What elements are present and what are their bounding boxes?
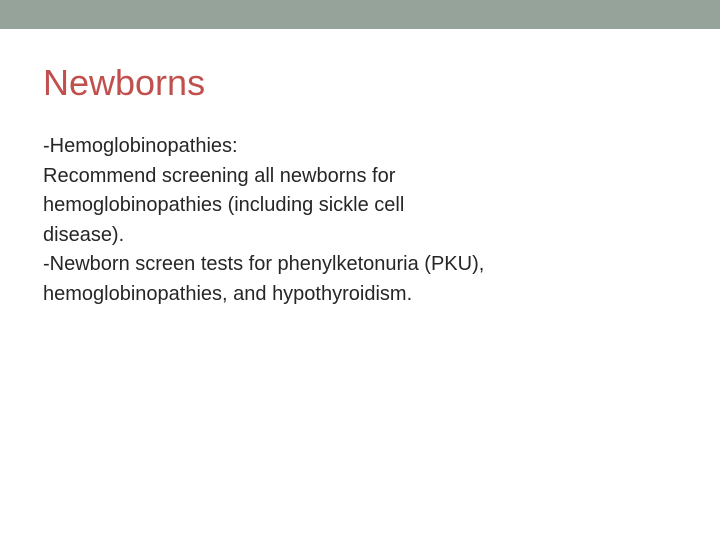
body-line-hypothyroidism: hemoglobinopathies, and hypothyroidism. [43, 282, 413, 305]
slide-title: Newborns [43, 62, 206, 103]
body-line-hemoglobinopathies-heading: -Hemoglobinopathies: [43, 135, 238, 157]
body-line-newborn-screen-tests: -Newborn screen tests for phenylketonuria (PKU), [43, 253, 485, 275]
top-accent-bar [0, 0, 720, 29]
slide-body [43, 132, 703, 309]
body-line-recommend-screening: Recommend screening all newborns for [43, 164, 396, 187]
body-line-hemoglobinopathies-including: hemoglobinopathies (including sickle cell [43, 194, 405, 216]
body-line-disease: disease). [43, 223, 125, 246]
